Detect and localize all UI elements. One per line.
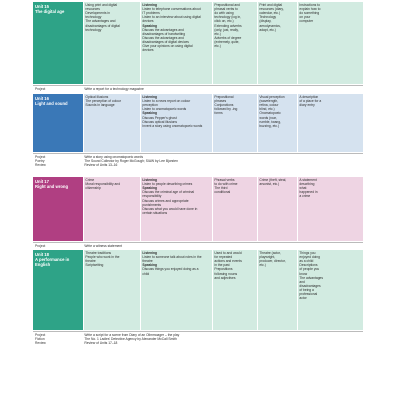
unit-name: The digital age xyxy=(35,8,65,14)
cell-line: rumble, twang, xyxy=(259,119,282,124)
cell-line: Conjunctions xyxy=(214,103,234,108)
grammar-cell xyxy=(212,94,257,152)
cell-line: Listen to onomatopoeic words xyxy=(142,107,187,112)
cell-line: etc.) xyxy=(214,44,221,49)
cell-line: Discuss what you would have done in xyxy=(142,206,198,211)
unit-number: Unit 16 xyxy=(35,95,49,101)
extras-labels xyxy=(33,154,83,168)
cell-line: for repeated xyxy=(214,255,233,260)
unit-number: Unit 15 xyxy=(35,3,49,9)
cell-line: The advantages xyxy=(299,275,324,280)
cell-line: diary entry xyxy=(299,103,315,108)
cell-line: resources (diary, xyxy=(259,7,284,12)
cell-line: Review xyxy=(35,341,46,346)
cell-line: The Sound Collector by Roger McGough; SIAW by Lee Bjorsten xyxy=(84,158,178,163)
writing-cell xyxy=(297,177,363,241)
cell-line: The advantages and xyxy=(85,19,116,24)
cell-line: as a child xyxy=(299,259,314,264)
cell-line: a crime xyxy=(299,194,311,199)
cell-line: forms xyxy=(214,111,223,116)
cell-line: Things you xyxy=(299,251,316,255)
grammar-cell xyxy=(212,2,257,84)
cell-line: etc.) xyxy=(214,31,221,36)
extras-labels xyxy=(33,86,83,91)
unit-title-cell xyxy=(33,2,83,84)
cell-line: Listen to an interview about using digital xyxy=(142,15,201,20)
unit-17-extras xyxy=(33,242,363,248)
cell-line: theatre xyxy=(85,259,96,264)
cell-line: Using print and digital xyxy=(85,3,118,7)
unit-title-cell xyxy=(33,94,83,152)
cell-line: Listen to a news report on colour xyxy=(142,99,191,104)
unit-number: Unit 18 xyxy=(35,251,49,257)
cell-line: what xyxy=(299,186,307,191)
cell-line: retina, colour xyxy=(259,103,279,108)
cell-line: The third xyxy=(214,186,228,191)
cell-line: (wavelength, xyxy=(259,99,279,104)
cell-line: Crime (theft, steal, xyxy=(259,178,287,182)
cell-line: Descriptions xyxy=(299,263,318,268)
cell-line: phrasal verbs to xyxy=(214,7,238,12)
cell-line: (extremely, quite, xyxy=(214,39,240,44)
cell-line: phrases xyxy=(214,99,227,104)
cell-line: technology xyxy=(85,15,102,20)
unit-number: Unit 17 xyxy=(35,178,49,184)
cell-line: Invent a story using onomatopoeic words xyxy=(142,123,203,128)
cell-line: technology (log in, xyxy=(214,15,242,20)
cell-line: to do with crime xyxy=(214,182,238,187)
unit-15-extras xyxy=(33,85,363,91)
cell-line: do with using xyxy=(214,11,234,16)
cell-line: Theatre (actor, xyxy=(259,251,281,255)
cell-line: Write a report for a technology magazine xyxy=(84,86,144,91)
cell-line: disadvantages of digital xyxy=(85,23,120,28)
topics-cell xyxy=(83,2,140,84)
cell-line: Discuss the criminal age of criminal xyxy=(142,190,195,195)
cell-line: Technology xyxy=(259,15,277,20)
topics-cell xyxy=(83,250,140,330)
cell-line: actor xyxy=(299,296,307,301)
cell-line: Used to and would xyxy=(214,251,242,255)
extras-texts xyxy=(83,332,363,346)
cell-line: resources xyxy=(85,7,100,12)
topics-cell xyxy=(83,177,140,241)
cell-line: computer xyxy=(299,19,314,24)
cell-line: (only, just, really, xyxy=(214,27,239,32)
cell-line: calendar, etc.) xyxy=(259,11,281,16)
vocabulary-cell xyxy=(257,2,297,84)
cell-line: perception xyxy=(142,103,158,108)
cell-line: Onomatopoeic xyxy=(259,111,281,116)
cell-line: A description xyxy=(299,95,319,99)
unit-18-extras xyxy=(33,331,363,346)
cell-line: Project xyxy=(35,243,46,248)
cell-line: disadvantages of handwriting xyxy=(142,31,186,36)
cell-line: Project xyxy=(35,154,46,159)
extras-texts xyxy=(83,86,363,91)
cell-line: The No. 1 Ladies' Detective Agency by Alexander McCall Smith xyxy=(84,336,177,341)
unit-name: A performance in English xyxy=(35,256,70,267)
cell-line: theatre xyxy=(142,259,153,264)
cell-line: certain situations xyxy=(142,210,168,215)
cell-line: following nouns xyxy=(214,271,238,276)
cell-line: The perception of colour xyxy=(85,99,121,104)
unit-16-section xyxy=(33,94,363,152)
cell-line: Speaking xyxy=(142,111,158,116)
cell-line: aerodynamics, xyxy=(259,23,281,28)
cell-line: Prepositions xyxy=(214,267,233,272)
cell-line: Sounds in language xyxy=(85,103,115,108)
cell-line: Extending adverbs xyxy=(214,23,242,28)
cell-line: Write a script for a scene from Diary of an Olimmoager – the play xyxy=(84,332,180,337)
cell-line: Listen to people describing crimes xyxy=(142,182,193,187)
extras-labels xyxy=(33,332,83,346)
cell-line: disadvantages of digital devices xyxy=(142,39,189,44)
cell-line: know xyxy=(299,271,308,276)
cell-line: words (roar, xyxy=(259,115,277,120)
grammar-cell xyxy=(212,250,257,330)
unit-17-section xyxy=(33,177,363,241)
cell-line: Discuss the advantages and xyxy=(142,27,184,32)
unit-title-cell xyxy=(33,177,83,241)
cell-line: professional xyxy=(299,292,318,297)
extras-labels xyxy=(33,243,83,248)
cell-line: punishments xyxy=(142,202,162,207)
cell-line: Discuss the advantages and xyxy=(142,35,184,40)
cell-line: Review of Units 17–18 xyxy=(84,341,118,346)
listening-speaking-cell xyxy=(140,250,212,330)
cell-line: Listening xyxy=(142,251,158,255)
cell-line: Phrasal verbs xyxy=(214,178,235,182)
cell-line: Moral responsibility and xyxy=(85,182,121,187)
cell-line: blind, etc.) xyxy=(259,107,275,112)
listening-speaking-cell xyxy=(140,94,212,152)
writing-cell xyxy=(297,94,363,152)
cell-line: of a place for a xyxy=(299,99,322,104)
cell-line: Poetry xyxy=(35,158,45,163)
cell-line: Listening xyxy=(142,178,158,182)
listening-speaking-cell xyxy=(140,177,212,241)
unit-name: Light and sound xyxy=(35,100,68,106)
cell-line: child xyxy=(142,271,150,276)
cell-line: do something xyxy=(299,11,320,16)
cell-line: Listening xyxy=(142,95,158,99)
writing-cell xyxy=(297,2,363,84)
cell-line: producer, director, xyxy=(259,259,286,264)
cell-line: Scriptwriting xyxy=(85,263,104,268)
unit-name: Right and wrong xyxy=(35,183,69,189)
topics-cell xyxy=(83,94,140,152)
unit-18-section xyxy=(33,250,363,330)
cell-line: Write a witness statement xyxy=(84,243,123,248)
cell-line: Visual perception xyxy=(259,95,285,99)
cell-line: Developments in xyxy=(85,11,110,16)
vocabulary-cell xyxy=(257,177,297,241)
cell-line: (display, xyxy=(259,19,272,24)
cell-line: Speaking xyxy=(142,263,158,268)
cell-line: Give your opinions on using digital xyxy=(142,44,193,49)
cell-line: Listen to telephone conversations about xyxy=(142,7,201,12)
listening-speaking-cell xyxy=(140,2,212,84)
cell-line: in the past xyxy=(214,263,230,268)
cell-line: enjoyed doing xyxy=(299,255,320,260)
cell-line: devices xyxy=(142,48,154,53)
cell-line: Discuss Pepper's ghost xyxy=(142,115,177,120)
cell-line: Review xyxy=(35,163,46,168)
cell-line: Prepositional and xyxy=(214,3,240,7)
cell-line: explain how to xyxy=(299,7,321,12)
cell-line: Discuss things you enjoyed doing as a xyxy=(142,267,199,272)
extras-texts xyxy=(83,154,363,168)
cell-line: Listen to someone talk about roles in the xyxy=(142,255,202,260)
cell-line: Project xyxy=(35,332,46,337)
cell-line: Theatre traditions xyxy=(85,251,112,255)
writing-cell xyxy=(297,250,363,330)
cell-line: citizenship xyxy=(85,186,101,191)
cell-line: Speaking xyxy=(142,23,158,28)
cell-line: Optical illusions xyxy=(85,95,109,99)
unit-title-cell xyxy=(33,250,83,330)
cell-line: of being a xyxy=(299,287,314,292)
cell-line: Speaking xyxy=(142,186,158,191)
cell-line: click on, etc.) xyxy=(214,19,234,24)
cell-line: Crime xyxy=(85,178,95,182)
unit-15-section xyxy=(33,2,363,84)
cell-line: followed by -ing xyxy=(214,107,238,112)
cell-line: technology xyxy=(85,27,102,32)
cell-line: People who work in the xyxy=(85,255,120,260)
cell-line: etc.) xyxy=(259,263,266,268)
cell-line: Listening xyxy=(142,3,158,7)
cell-line: Review of Units 13–16 xyxy=(84,163,118,168)
cell-line: devices xyxy=(142,19,154,24)
cell-line: Adverbs of degree xyxy=(214,35,242,40)
unit-16-extras xyxy=(33,153,363,168)
cell-line: Discuss optical illusions xyxy=(142,119,178,124)
cell-line: conditional xyxy=(214,190,231,195)
cell-line: IT problems xyxy=(142,11,160,16)
cell-line: adapt, etc.) xyxy=(259,27,276,32)
cell-line: of people you xyxy=(299,267,320,272)
cell-line: Prepositional xyxy=(214,95,234,99)
cell-line: Discuss crimes and appropriate xyxy=(142,198,189,203)
cell-line: Print and digital xyxy=(259,3,283,7)
vocabulary-cell xyxy=(257,250,297,330)
cell-line: buzzing, etc.) xyxy=(259,123,279,128)
cell-line: actions and events xyxy=(214,259,242,264)
grammar-cell xyxy=(212,177,257,241)
cell-line: on your xyxy=(299,15,311,20)
cell-line: A statement xyxy=(299,178,317,182)
cell-line: describing xyxy=(299,182,315,187)
cell-line: Project xyxy=(35,86,46,91)
extras-texts xyxy=(83,243,363,248)
cell-line: and xyxy=(299,279,305,284)
cell-line: Instructions to xyxy=(299,3,320,7)
cell-line: playwright, xyxy=(259,255,276,260)
cell-line: and adjectives xyxy=(214,275,236,280)
cell-line: Write a story using onomatopoeic words xyxy=(84,154,143,159)
cell-line: happened in xyxy=(299,190,318,195)
cell-line: responsibility xyxy=(142,194,162,199)
cell-line: disadvantages xyxy=(299,283,321,288)
cell-line: arsonist, etc.) xyxy=(259,182,280,187)
vocabulary-cell xyxy=(257,94,297,152)
cell-line: Fiction xyxy=(35,336,45,341)
